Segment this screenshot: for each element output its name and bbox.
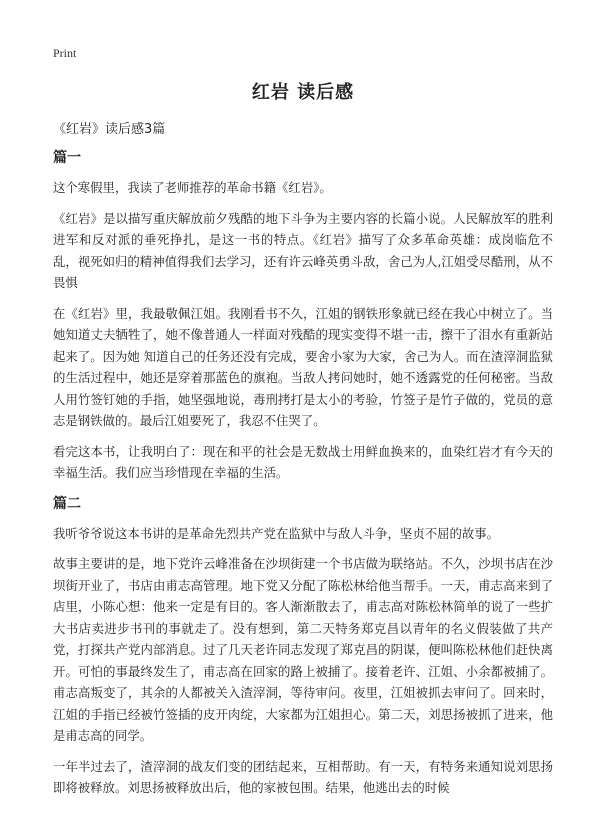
section-1 xyxy=(53,147,553,484)
paragraph: 我听爷爷说这本书讲的是革命先烈共产党在监狱中与敌人斗争，坚贞不屈的故事。 xyxy=(53,525,500,541)
section-2 xyxy=(53,493,553,799)
paragraph: 看完这本书，让我明白了：现在和平的社会是无数战士用鲜血换来的，血染红岩才有今天的幸福生活。我们应当珍惜现在幸福的生活。 xyxy=(53,443,553,480)
paragraph: 这个寒假里，我读了老师推荐的革命书籍《红岩》。 xyxy=(53,180,332,195)
paragraph: 一年半过去了，渣滓洞的战友们变的团结起来，互相帮助。有一天，有特务来通知说刘思扬即将被释放。刘思扬被释放出后，他的家被包围。结果，他逃出去的时候 xyxy=(53,758,553,795)
paragraph: 在《红岩》里，我最敬佩江姐。我刚看书不久，江姐的钢铁形象就已经在我心中树立了。当她知道丈夫牺牲了，她不像普通人一样面对残酷的现实变得不堪一击，擦干了泪水有重新站起来了。因为她 知道自己的任务还没有完成，要舍小家为大家，舍己为人。而在渣滓洞监狱的生活过程中，她还是穿着那蓝色的旗袍。当敌人拷问她时，她不透露党的任何秘密。当敌人用竹签钉她的手指，她坚强地说，毒刑拷打是太小的考验，竹签子是竹子做的，党员的意志是钢铁做的。最后江姐要死了，我忍不住哭了。 xyxy=(53,305,553,428)
print-link[interactable]: Print xyxy=(53,46,77,60)
paragraph: 故事主要讲的是，地下党许云峰准备在沙坝街建一个书店做为联络站。不久，沙坝书店在沙坝街开业了，书店由甫志高管理。地下党又分配了陈松林给他当帮手。一天，甫志高来到了店里，小陈心想：他来一定是有目的。客人渐渐散去了，甫志高对陈松林简单的说了一些扩大书店卖进步书刊的事就走了。没有想到，第二天特务郑克昌以青年的名义假装做了共产党，打探共产党内部消息。过了几天老许同志发现了郑克昌的阴谋，便叫陈松林他们赶快离开。可怕的事最终发生了，甫志高在回家的路上被捕了。接着老许、江姐、小余都被捕了。甫志高叛变了，其余的人都被关入渣滓洞，等待审问。夜里，江姐被抓去审问了。回来时，江姐的手指已经被竹签插的皮开肉绽，大家都为江姐担心。第二天，刘思扬被抓了进来，他是甫志高的同学。 xyxy=(53,556,553,743)
section-heading: 篇一 xyxy=(53,150,81,166)
paragraph: 《红岩》是以描写重庆解放前夕残酷的地下斗争为主要内容的长篇小说。人民解放军的胜利进军和反对派的垂死挣扎，是这一书的特点。《红岩》描写了众多革命英雄：成岗临危不乱，视死如归的精神值得我们去学习，还有许云峰英勇斗敌，舍己为人,江姐受尽酷刑，从不畏惧 xyxy=(53,210,553,290)
section-heading: 篇二 xyxy=(53,495,81,512)
document-body xyxy=(53,78,553,808)
document-subtitle: 《红岩》读后感3篇 xyxy=(53,122,166,137)
page-title: 红岩 读后感 xyxy=(251,82,355,103)
